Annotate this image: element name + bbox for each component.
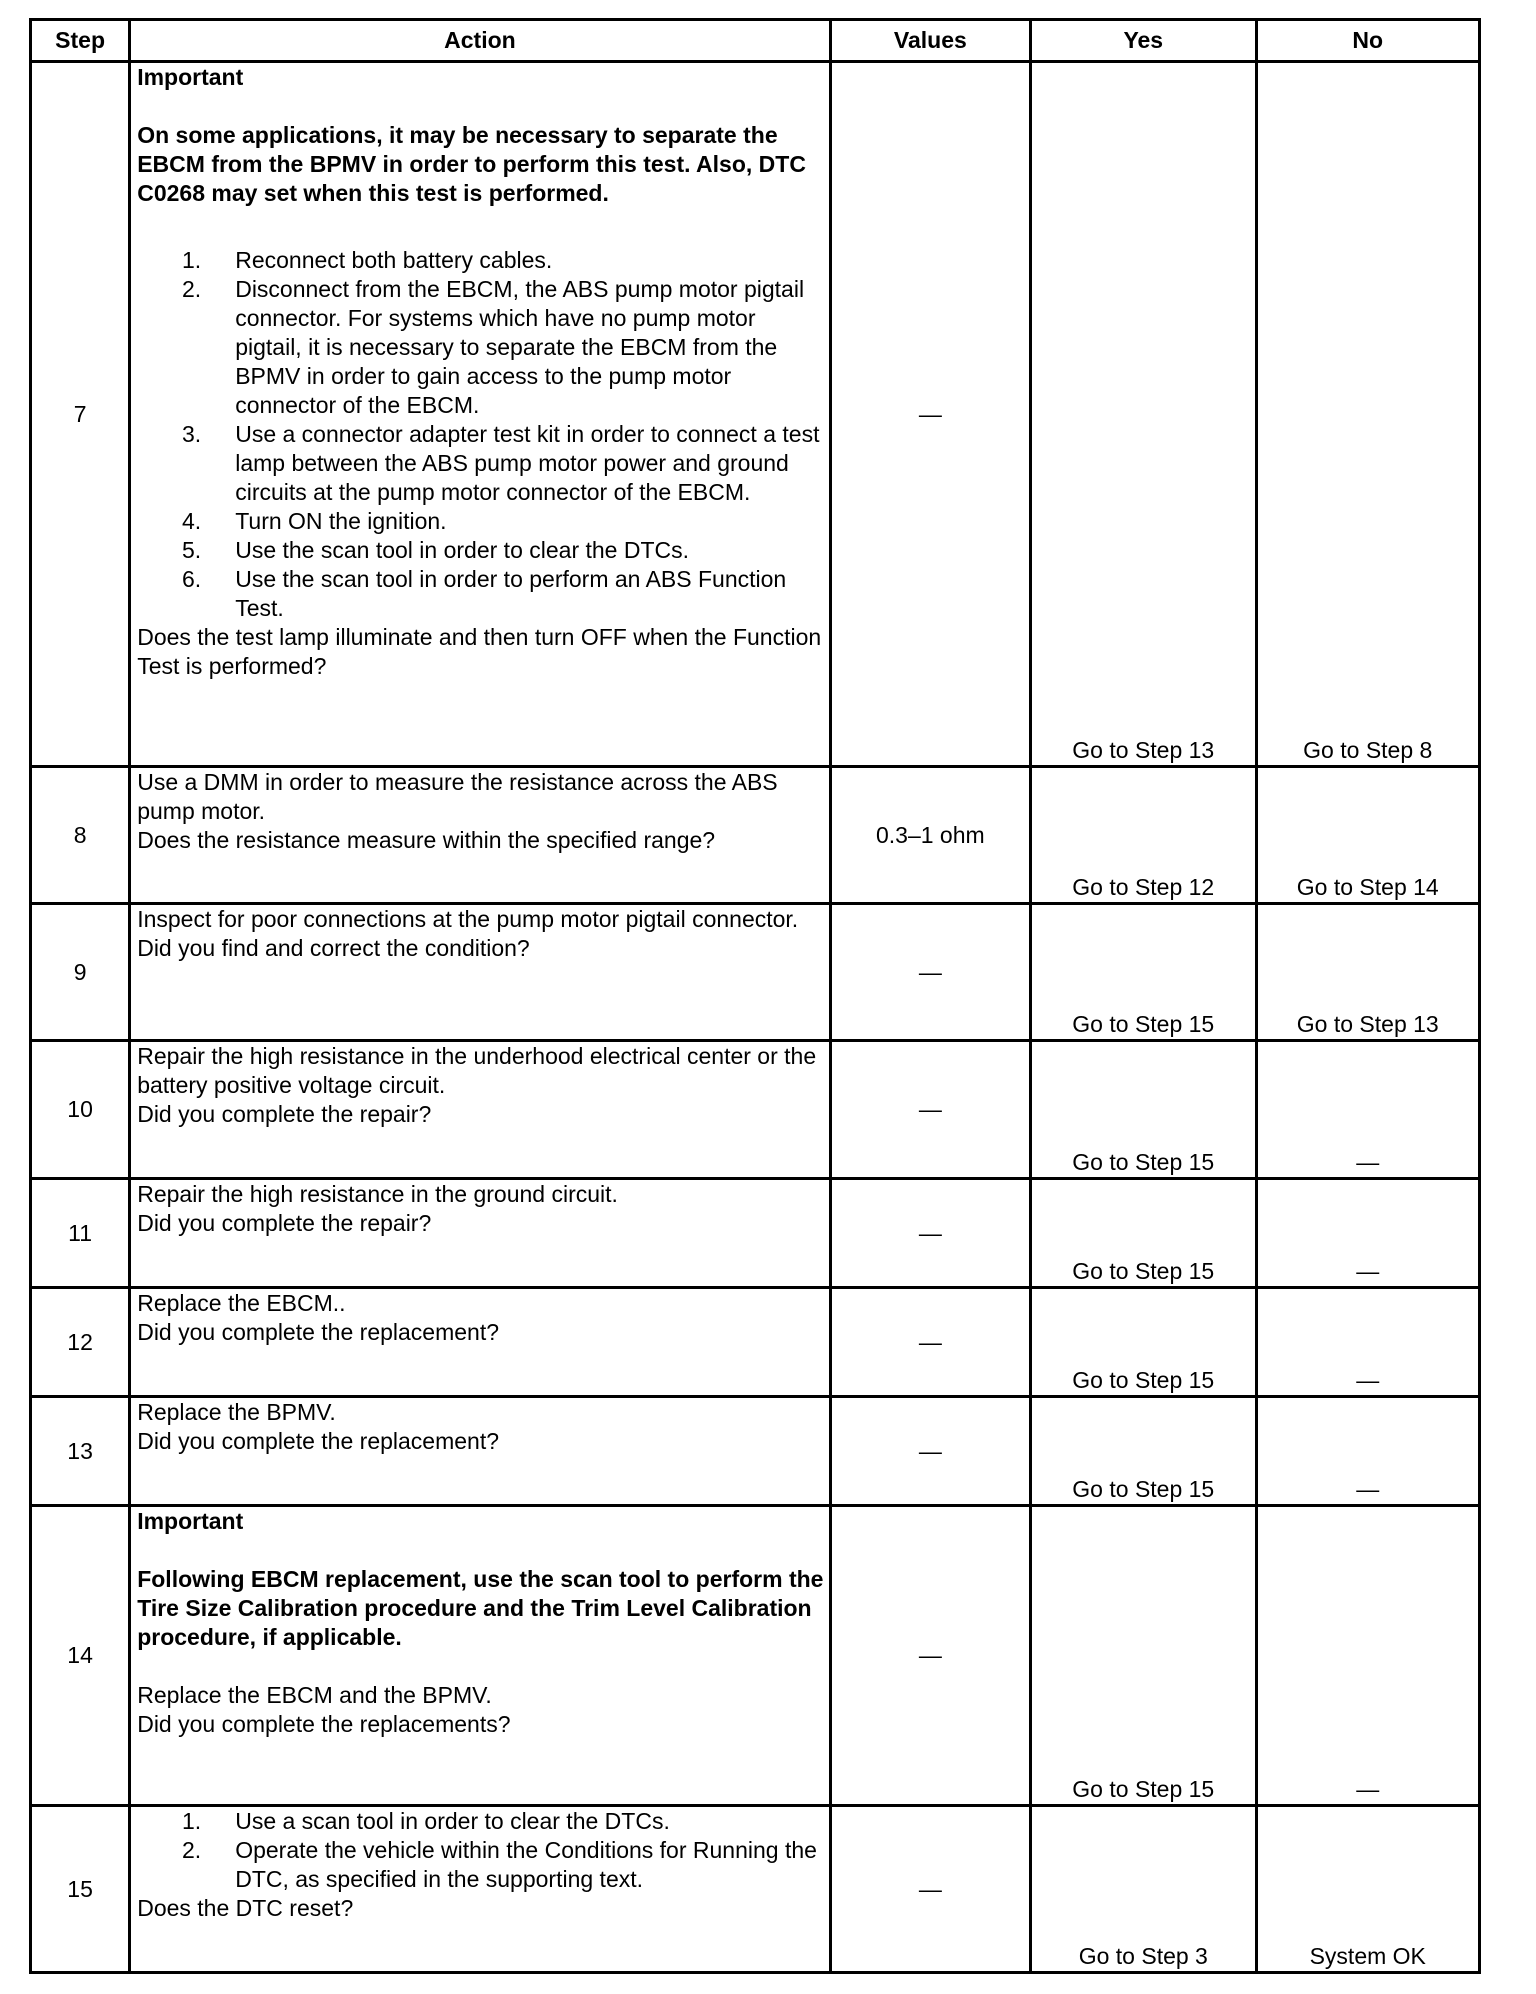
question-text: Did you complete the replacements? xyxy=(137,1711,511,1737)
no-result: System OK xyxy=(1256,1806,1480,1973)
value-cell: — xyxy=(830,1506,1030,1806)
question-text: Does the DTC reset? xyxy=(137,1895,354,1921)
header-no: No xyxy=(1256,20,1480,62)
table-row xyxy=(31,1288,1480,1397)
yes-result: Go to Step 15 xyxy=(1031,1041,1256,1179)
list-text: Use the scan tool in order to perform an ABS Function Test. xyxy=(235,566,787,621)
header-step: Step xyxy=(31,20,130,62)
no-result: — xyxy=(1256,1041,1480,1179)
value-cell: — xyxy=(830,1288,1030,1397)
action-text: Repair the high resistance in the ground circuit. xyxy=(137,1181,618,1207)
step-number: 10 xyxy=(31,1041,130,1179)
no-result: — xyxy=(1256,1179,1480,1288)
action-cell xyxy=(130,1806,830,1973)
table-row xyxy=(31,1179,1480,1288)
action-text: Replace the BPMV. xyxy=(137,1399,336,1425)
list-number: 2. xyxy=(182,1837,202,1863)
action-cell xyxy=(130,1179,830,1288)
no-result: Go to Step 14 xyxy=(1256,767,1480,904)
value-cell: — xyxy=(830,1041,1030,1179)
list-item xyxy=(137,1836,824,1894)
list-text: Use a scan tool in order to clear the DTCs. xyxy=(235,1808,670,1834)
yes-result: Go to Step 15 xyxy=(1031,1179,1256,1288)
yes-result: Go to Step 15 xyxy=(1031,1288,1256,1397)
action-cell xyxy=(130,1397,830,1506)
yes-result: Go to Step 15 xyxy=(1031,1506,1256,1806)
list-item xyxy=(137,275,824,420)
table-row xyxy=(31,767,1480,904)
step-number: 8 xyxy=(31,767,130,904)
action-cell xyxy=(130,904,830,1041)
important-label: Important xyxy=(137,64,244,90)
step-number: 15 xyxy=(31,1806,130,1973)
action-text: Inspect for poor connections at the pump motor pigtail connector. xyxy=(137,906,799,932)
yes-result: Go to Step 3 xyxy=(1031,1806,1256,1973)
header-row xyxy=(31,20,1480,62)
question-text: Did you complete the replacement? xyxy=(137,1319,500,1345)
question-text: Does the test lamp illuminate and then turn OFF when the Function Test is performed? xyxy=(137,624,822,679)
no-result: — xyxy=(1256,1506,1480,1806)
list-item xyxy=(137,565,824,623)
table-row xyxy=(31,1506,1480,1806)
table-row xyxy=(31,1806,1480,1973)
list-text: Reconnect both battery cables. xyxy=(235,247,553,273)
header-yes: Yes xyxy=(1031,20,1256,62)
important-label: Important xyxy=(137,1508,244,1534)
yes-result: Go to Step 12 xyxy=(1031,767,1256,904)
no-result: Go to Step 13 xyxy=(1256,904,1480,1041)
action-cell xyxy=(130,1288,830,1397)
no-result: — xyxy=(1256,1288,1480,1397)
step-number: 11 xyxy=(31,1179,130,1288)
important-text: Following EBCM replacement, use the scan tool to perform the Tire Size Calibration procedure and the Trim Level Calibration procedure, if applicable. xyxy=(137,1566,824,1650)
action-text: Repair the high resistance in the underhood electrical center or the battery positive voltage circuit. xyxy=(137,1043,817,1098)
yes-result: Go to Step 13 xyxy=(1031,62,1256,767)
list-text: Use a connector adapter test kit in order to connect a test lamp between the ABS pump motor power and ground circuits at the pump motor connector of the EBCM. xyxy=(235,421,820,505)
list-item xyxy=(137,507,824,536)
diagnostic-table xyxy=(29,18,1481,1974)
list-number: 3. xyxy=(182,421,202,447)
value-cell: — xyxy=(830,904,1030,1041)
yes-result: Go to Step 15 xyxy=(1031,904,1256,1041)
header-action: Action xyxy=(130,20,830,62)
list-number: 4. xyxy=(182,508,202,534)
list-number: 6. xyxy=(182,566,202,592)
action-cell xyxy=(130,1041,830,1179)
no-result: — xyxy=(1256,1397,1480,1506)
list-text: Operate the vehicle within the Conditions for Running the DTC, as specified in the supporting text. xyxy=(235,1837,817,1892)
yes-result: Go to Step 15 xyxy=(1031,1397,1256,1506)
step-number: 7 xyxy=(31,62,130,767)
list-item xyxy=(137,246,824,275)
list-number: 1. xyxy=(182,1808,202,1834)
value-cell: — xyxy=(830,1397,1030,1506)
step-number: 13 xyxy=(31,1397,130,1506)
action-cell xyxy=(130,767,830,904)
value-cell: — xyxy=(830,62,1030,767)
list-text: Turn ON the ignition. xyxy=(235,508,447,534)
header-values: Values xyxy=(830,20,1030,62)
step-number: 14 xyxy=(31,1506,130,1806)
list-item xyxy=(137,536,824,565)
action-text: Replace the EBCM and the BPMV. xyxy=(137,1682,492,1708)
action-text: Use a DMM in order to measure the resistance across the ABS pump motor. xyxy=(137,769,778,824)
question-text: Did you complete the repair? xyxy=(137,1101,432,1127)
value-cell: — xyxy=(830,1806,1030,1973)
question-text: Did you complete the replacement? xyxy=(137,1428,500,1454)
step-list xyxy=(137,1807,824,1894)
list-item xyxy=(137,1807,824,1836)
step-number: 9 xyxy=(31,904,130,1041)
action-text: Replace the EBCM.. xyxy=(137,1290,346,1316)
step-list xyxy=(137,246,824,623)
list-item xyxy=(137,420,824,507)
action-cell xyxy=(130,62,830,767)
table-row xyxy=(31,62,1480,767)
value-cell: 0.3–1 ohm xyxy=(830,767,1030,904)
action-cell xyxy=(130,1506,830,1806)
step-number: 12 xyxy=(31,1288,130,1397)
table-row xyxy=(31,1041,1480,1179)
question-text: Did you complete the repair? xyxy=(137,1210,432,1236)
list-number: 1. xyxy=(182,247,202,273)
no-result: Go to Step 8 xyxy=(1256,62,1480,767)
table-row xyxy=(31,1397,1480,1506)
list-number: 2. xyxy=(182,276,202,302)
question-text: Did you find and correct the condition? xyxy=(137,935,530,961)
important-text: On some applications, it may be necessary to separate the EBCM from the BPMV in order to perform this test. Also, DTC C0268 may set when this test is performed. xyxy=(137,122,806,206)
value-cell: — xyxy=(830,1179,1030,1288)
list-text: Disconnect from the EBCM, the ABS pump motor pigtail connector. For systems which have no pump motor pigtail, it is necessary to separate the EBCM from the BPMV in order to gain access to the pump motor connector of the EBCM. xyxy=(235,276,805,418)
question-text: Does the resistance measure within the specified range? xyxy=(137,827,716,853)
list-number: 5. xyxy=(182,537,202,563)
table-row xyxy=(31,904,1480,1041)
list-text: Use the scan tool in order to clear the DTCs. xyxy=(235,537,690,563)
